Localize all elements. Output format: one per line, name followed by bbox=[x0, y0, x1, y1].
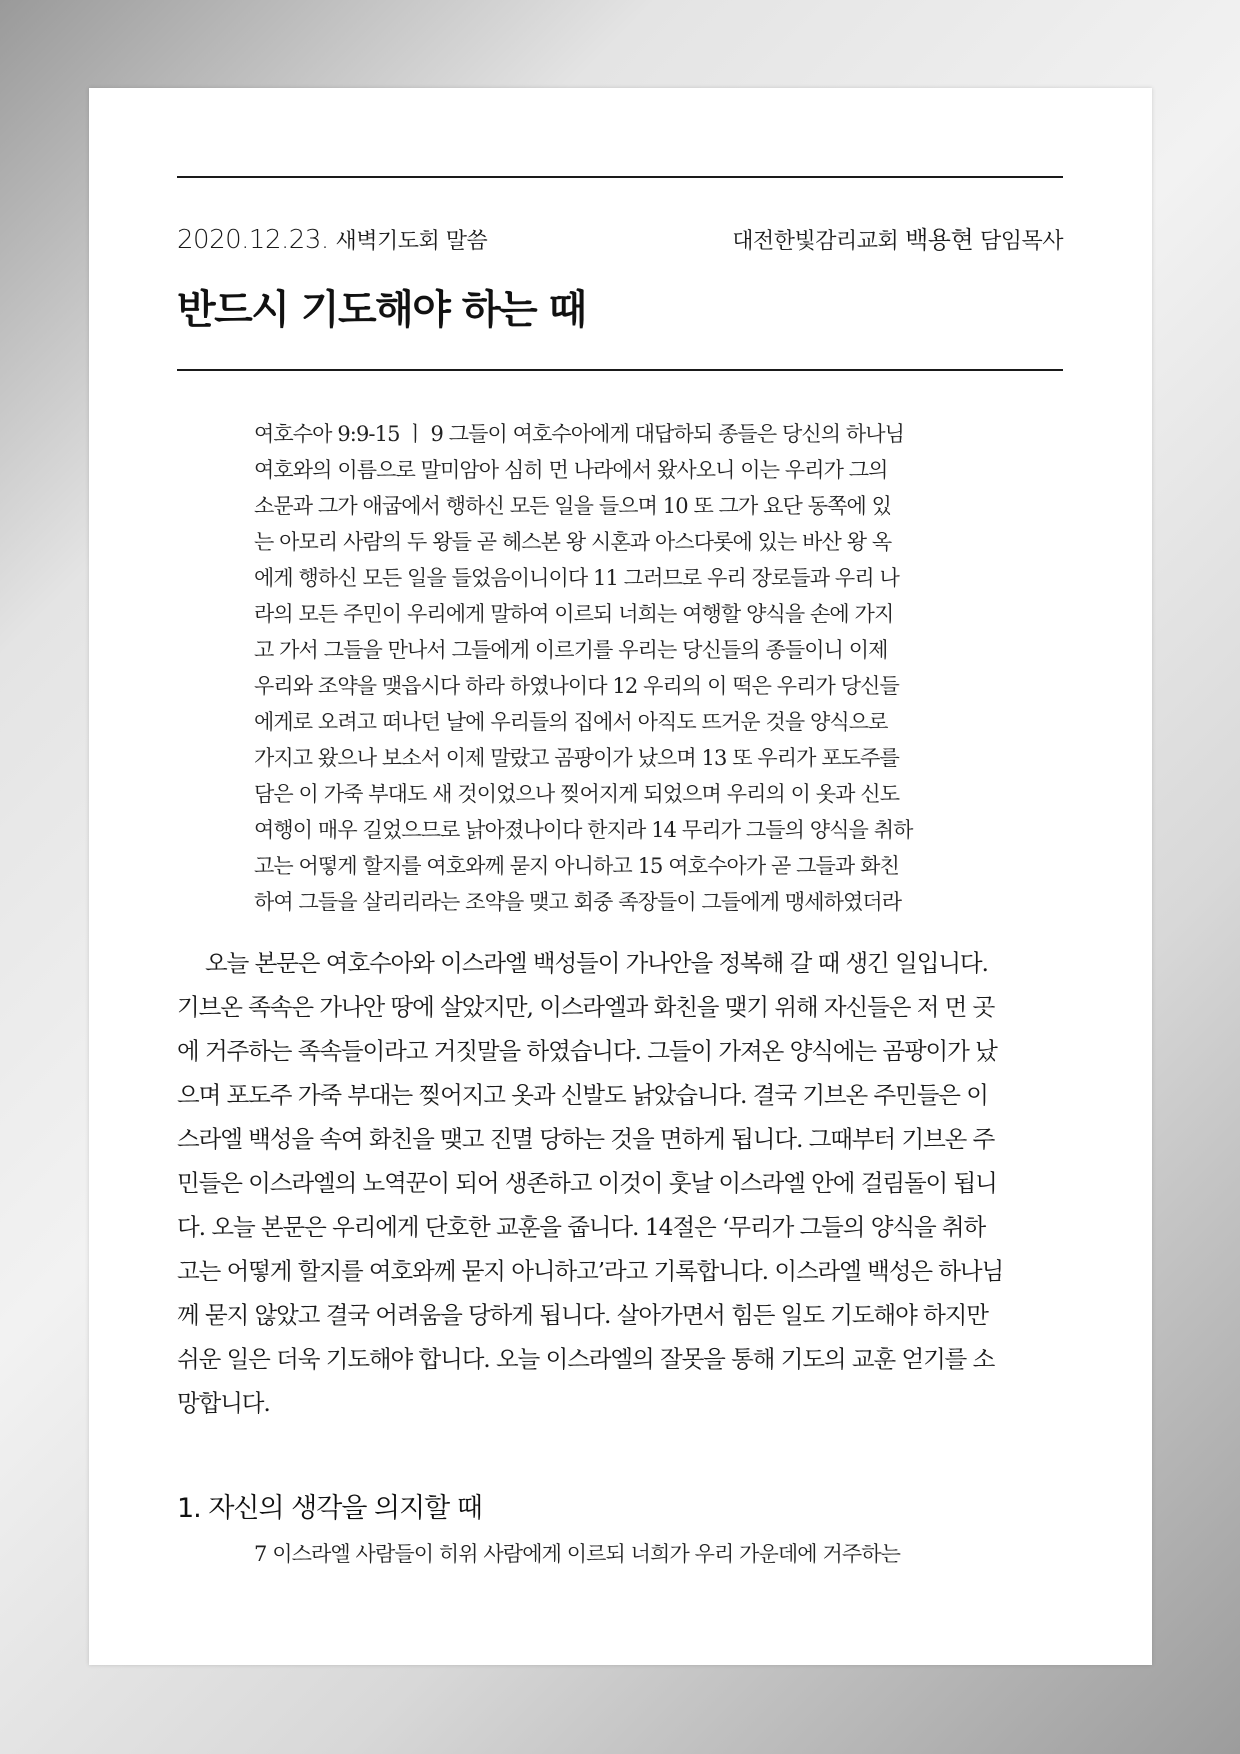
service-name: 새벽기도회 말씀 bbox=[335, 229, 488, 254]
document-page bbox=[89, 88, 1152, 1665]
scripture-line: 우리와 조약을 맺읍시다 하라 하였나이다 12 우리의 이 떡은 우리가 당신들 bbox=[254, 674, 899, 698]
date-service bbox=[177, 224, 487, 255]
body-line: 께 묻지 않았고 결국 어려움을 당하게 됩니다. 살아가면서 힘든 일도 기도해야 하지만 bbox=[177, 1301, 988, 1329]
body-line: 쉬운 일은 더욱 기도해야 합니다. 오늘 이스라엘의 잘못을 통해 기도의 교훈 얻기를 소 bbox=[177, 1345, 995, 1373]
section-1-heading: 1. 자신의 생각을 의지할 때 bbox=[177, 1493, 482, 1524]
body-line: 오늘 본문은 여호수아와 이스라엘 백성들이 가나안을 정복해 갈 때 생긴 일입니다. bbox=[205, 949, 988, 977]
pastor-name: 백용현 bbox=[905, 226, 974, 254]
body-line: 으며 포도주 가죽 부대는 찢어지고 옷과 신발도 낡았습니다. 결국 기브온 주민들은 이 bbox=[177, 1081, 988, 1109]
scripture-line: 여호수아 9:9-15 ㅣ 9 그들이 여호수아에게 대답하되 종들은 당신의 하나님 bbox=[254, 422, 905, 446]
sermon-title: 반드시 기도해야 하는 때 bbox=[177, 287, 586, 333]
scripture-line: 에게 행하신 모든 일을 들었음이니이다 11 그러므로 우리 장로들과 우리 나 bbox=[254, 566, 899, 590]
body-line: 다. 오늘 본문은 우리에게 단호한 교훈을 줍니다. 14절은 ‘무리가 그들의 양식을 취하 bbox=[177, 1213, 986, 1241]
scripture-line: 여호와의 이름으로 말미암아 심히 먼 나라에서 왔사오니 이는 우리가 그의 bbox=[254, 458, 888, 482]
church-name: 대전한빛감리교회 bbox=[732, 229, 899, 254]
body-line: 망합니다. bbox=[177, 1389, 270, 1417]
scripture-line: 소문과 그가 애굽에서 행하신 모든 일을 들으며 10 또 그가 요단 동쪽에 있 bbox=[254, 494, 892, 518]
pastor-title: 담임목사 bbox=[979, 229, 1063, 254]
body-line: 고는 어떻게 할지를 여호와께 묻지 아니하고’라고 기록합니다. 이스라엘 백성은 하나님 bbox=[177, 1257, 1004, 1285]
scripture-line: 담은 이 가죽 부대도 새 것이었으나 찢어지게 되었으며 우리의 이 옷과 신도 bbox=[254, 782, 900, 806]
scripture-passage bbox=[254, 416, 984, 920]
scripture-line: 고는 어떻게 할지를 여호와께 묻지 아니하고 15 여호수아가 곧 그들과 화친 bbox=[254, 854, 899, 878]
bottom-divider bbox=[177, 369, 1063, 371]
body-line: 스라엘 백성을 속여 화친을 맺고 진멸 당하는 것을 면하게 됩니다. 그때부터 기브온 주 bbox=[177, 1125, 995, 1153]
scripture-line: 하여 그들을 살리리라는 조약을 맺고 회중 족장들이 그들에게 맹세하였더라 bbox=[254, 890, 902, 914]
scripture-line: 고 가서 그들을 만나서 그들에게 이르기를 우리는 당신들의 종들이니 이제 bbox=[254, 638, 888, 662]
section-1-verse: 7 이스라엘 사람들이 히위 사람에게 이르되 너희가 우리 가운데에 거주하는 bbox=[254, 1542, 901, 1566]
scripture-line: 에게로 오려고 떠나던 날에 우리들의 집에서 아직도 뜨거운 것을 양식으로 bbox=[254, 710, 888, 734]
body-line: 민들은 이스라엘의 노역꾼이 되어 생존하고 이것이 훗날 이스라엘 안에 걸림돌이 됩니 bbox=[177, 1169, 997, 1197]
author-info bbox=[732, 220, 1063, 255]
scripture-line: 여행이 매우 길었으므로 낡아졌나이다 한지라 14 무리가 그들의 양식을 취하 bbox=[254, 818, 913, 842]
document-header bbox=[177, 220, 1063, 255]
sermon-date: 2020.12.23. bbox=[177, 225, 329, 255]
top-divider bbox=[177, 176, 1063, 178]
scripture-line: 는 아모리 사람의 두 왕들 곧 헤스본 왕 시혼과 아스다롯에 있는 바산 왕 옥 bbox=[254, 530, 892, 554]
body-line: 에 거주하는 족속들이라고 거짓말을 하였습니다. 그들이 가져온 양식에는 곰팡이가 났 bbox=[177, 1037, 997, 1065]
scripture-line: 라의 모든 주민이 우리에게 말하여 이르되 너희는 여행할 양식을 손에 가지 bbox=[254, 602, 894, 626]
body-line: 기브온 족속은 가나안 땅에 살았지만, 이스라엘과 화친을 맺기 위해 자신들은 저 먼 곳 bbox=[177, 993, 995, 1021]
sermon-body bbox=[177, 941, 1063, 1425]
scripture-line: 가지고 왔으나 보소서 이제 말랐고 곰팡이가 났으며 13 또 우리가 포도주를 bbox=[254, 746, 899, 770]
